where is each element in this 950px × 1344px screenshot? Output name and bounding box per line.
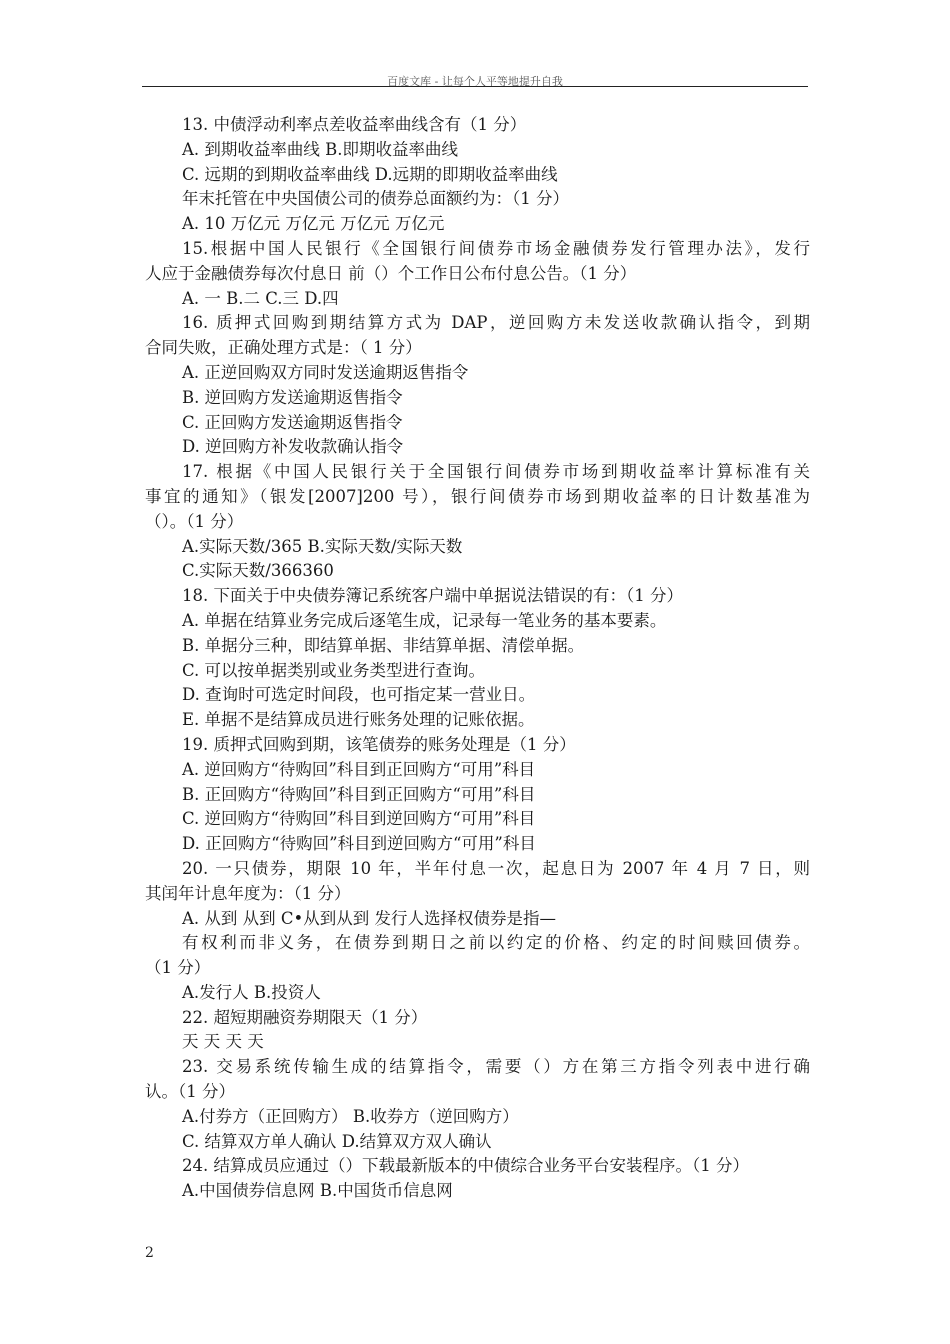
text-line: 23. 交易系统传输生成的结算指令，需要（）方在第三方指令列表中进行确 [182, 1057, 810, 1077]
text-line: 17. 根据《中国人民银行关于全国银行间债券市场到期收益率计算标准有关 [182, 462, 810, 482]
text-line: 22. 超短期融资券期限天（1 分） [182, 1007, 428, 1027]
header-rule [142, 86, 808, 87]
text-line: A. 从到 从到 C•从到从到 发行人选择权债券是指— [182, 908, 556, 928]
text-line: D. 正回购方“待购回”科目到逆回购方“可用”科目 [182, 834, 536, 854]
text-line: 13. 中债浮动利率点差收益率曲线含有（1 分） [182, 115, 527, 134]
text-line: A.发行人 B.投资人 [182, 982, 321, 1002]
text-line: A. 到期收益率曲线 B.即期收益率曲线 [182, 139, 459, 159]
text-line: 事宜的通知》（银发[2007]200 号），银行间债券市场到期收益率的日计数基准为 [145, 486, 810, 506]
text-line: C. 正回购方发送逾期返售指令 [182, 412, 403, 432]
text-line: （1 分） [145, 958, 211, 978]
document-body [145, 113, 810, 1204]
text-line: A.中国债券信息网 B.中国货币信息网 [182, 1181, 453, 1201]
text-line: 24. 结算成员应通过（）下载最新版本的中债综合业务平台安装程序。（1 分） [182, 1156, 749, 1176]
text-line: 19. 质押式回购到期，该笔债券的账务处理是（1 分） [182, 734, 576, 754]
text-line: 年末托管在中央国债公司的债券总面额约为：（1 分） [182, 189, 569, 209]
text-line: E. 单据不是结算成员进行账务处理的记账依据。 [182, 710, 535, 730]
text-line: A. 一 B.二 C.三 D.四 [182, 288, 339, 308]
text-line: A.付券方（正回购方） B.收券方（逆回购方） [182, 1106, 519, 1126]
text-line: A. 逆回购方“待购回”科目到正回购方“可用”科目 [182, 759, 536, 779]
text-line: 16. 质押式回购到期结算方式为 DAP，逆回购方未发送收款确认指令，到期 [182, 313, 810, 333]
text-line: 认。（1 分） [145, 1082, 235, 1102]
text-line: （）。（1 分） [145, 511, 244, 531]
text-line: A.实际天数/365 B.实际天数/实际天数 [182, 536, 463, 556]
text-line: 20. 一只债券，期限 10 年，半年付息一次，起息日为 2007 年 4 月 7 日，则 [182, 858, 810, 878]
text-line: A. 单据在结算业务完成后逐笔生成，记录每一笔业务的基本要素。 [182, 610, 667, 630]
text-line: C. 逆回购方“待购回”科目到逆回购方“可用”科目 [182, 809, 536, 829]
text-line: 其闰年计息年度为：（1 分） [145, 883, 351, 903]
text-line: 有权利而非义务，在债券到期日之前以约定的价格、约定的时间赎回债券。 [182, 933, 810, 953]
text-line: 18. 下面关于中央债券簿记系统客户端中单据说法错误的有：（1 分） [182, 586, 683, 606]
text-line: B. 逆回购方发送逾期返售指令 [182, 387, 403, 407]
text-line: 人应于金融债券每次付息日 前（）个工作日公布付息公告。（1 分） [145, 263, 637, 283]
text-line: C. 结算双方单人确认 D.结算双方双人确认 [182, 1131, 492, 1151]
text-line: A. 正逆回购双方同时发送逾期返售指令 [182, 362, 469, 382]
text-line: B. 单据分三种，即结算单据、非结算单据、清偿单据。 [182, 635, 585, 655]
text-line: D. 查询时可选定时间段，也可指定某一营业日。 [182, 685, 536, 705]
text-line: 合同失败，正确处理方式是：（ 1 分） [145, 338, 422, 358]
page-header: 百度文库 - 让每个人平等地提升自我 [387, 75, 563, 88]
page-number: 2 [145, 1245, 154, 1261]
text-line: C.实际天数/366360 [182, 561, 334, 581]
text-line: C. 可以按单据类别或业务类型进行查询。 [182, 660, 486, 680]
text-line: C. 远期的到期收益率曲线 D.远期的即期收益率曲线 [182, 164, 558, 184]
text-line: D. 逆回购方补发收款确认指令 [182, 437, 404, 457]
text-line: 天 天 天 天 [182, 1032, 264, 1052]
text-line: 15.根据中国人民银行《全国银行间债券市场金融债券发行管理办法》，发行 [182, 238, 810, 258]
text-line: B. 正回购方“待购回”科目到正回购方“可用”科目 [182, 784, 536, 804]
text-line: A. 10 万亿元 万亿元 万亿元 万亿元 [182, 214, 445, 234]
